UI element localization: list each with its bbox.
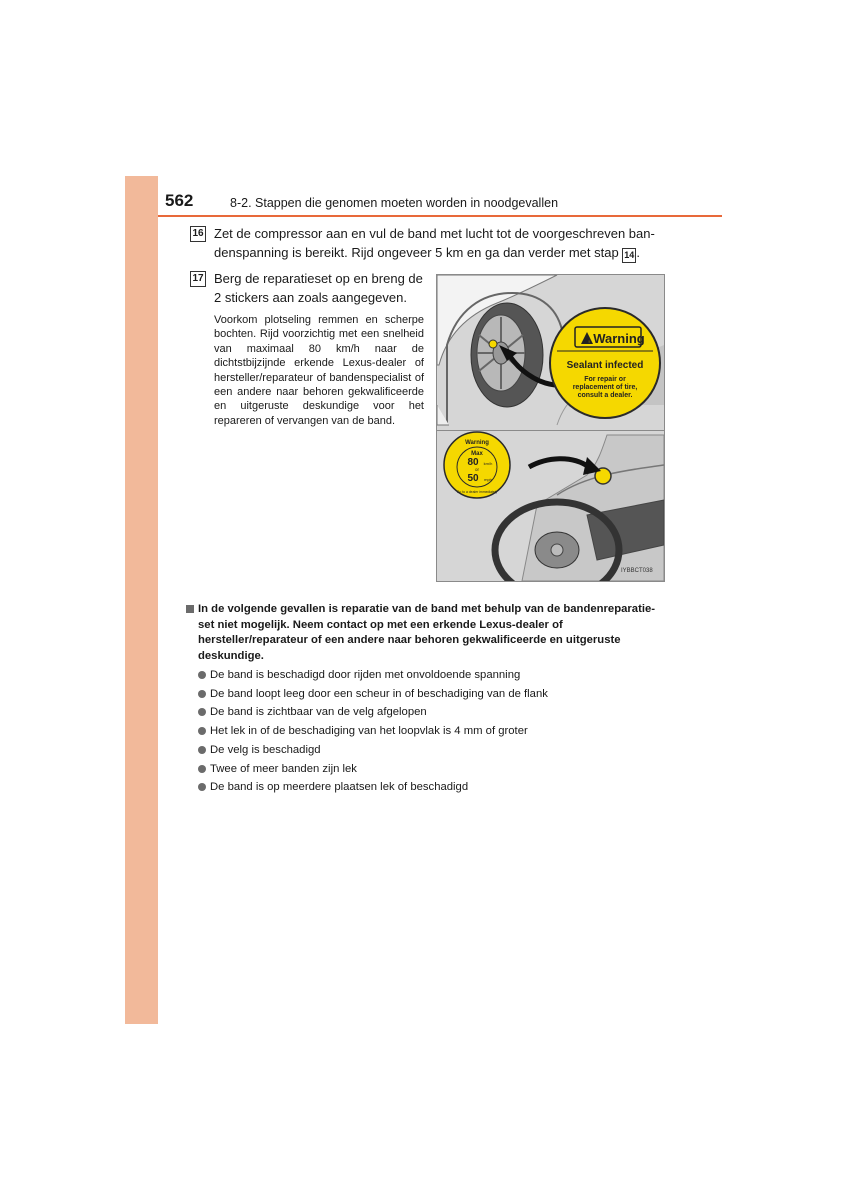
repair-not-possible-section (186, 602, 666, 797)
list-item-text: De band is zichtbaar van de velg afgelopen (210, 706, 427, 719)
sticker1-line3: replacement of tire, (572, 384, 638, 391)
list-item (186, 778, 666, 797)
list-item (186, 760, 666, 779)
list-item (186, 666, 666, 685)
list-item-text: De velg is beschadigd (210, 743, 321, 756)
sticker2-title: Warning (465, 440, 489, 446)
list-item (186, 703, 666, 722)
step-17-text (214, 269, 429, 307)
step-16-line2 (214, 243, 664, 263)
sticker2-unit-mph: mph (484, 477, 492, 482)
sticker1-line4: consult a dealer. (577, 392, 633, 399)
sticker2-max: Max (471, 451, 483, 457)
sticker1-line2: For repair or (584, 376, 626, 383)
sticker2-speed-kmh: 80 (467, 457, 479, 468)
step-number-17: 17 (190, 271, 206, 287)
bullet-dot-icon (198, 671, 206, 679)
illustration-divider (437, 430, 664, 431)
list-item-text: De band is op meerdere plaatsen lek of beschadigd (210, 781, 469, 794)
sticker2-unit-kmh: km/h (483, 461, 493, 466)
bullet-dot-icon (198, 783, 206, 791)
bullet-dot-icon (198, 746, 206, 754)
sticker-illustration (436, 274, 665, 582)
bullet-dot-icon (198, 765, 206, 773)
sticker2-speed-mph: 50 (467, 473, 479, 484)
sticker2-or: or (474, 467, 480, 472)
header-rule (158, 215, 722, 217)
repair-not-possible-heading: In de volgende gevallen is reparatie van de band met behulp van de bandenreparatie-set niet mogelijk. Neem contact op met een erkende Lexus-dealer of hersteller/reparateur of een andere naar behoren gekwalificeerde en uitgeruste deskundige. (198, 603, 656, 662)
bullet-dot-icon (198, 727, 206, 735)
list-item-text: De band loopt leeg door een scheur in of beschadiging van de flank (210, 687, 548, 700)
illustration-drawing (437, 275, 664, 581)
step-number-16: 16 (190, 226, 206, 242)
square-bullet-icon (186, 605, 194, 613)
list-item-text: Twee of meer banden zijn lek (210, 762, 357, 775)
step-16-text (214, 224, 664, 263)
step-17-line1: Berg de reparatieset op en breng de (214, 271, 423, 286)
driving-caution-note: Voorkom plotseling remmen en scherpe bochten. Rijd voorzichtig met een snelheid van maximaal 80 km/h naar de dichtstbijzijnde erkende Lexus-dealer of hersteller/reparateur of bandenspecialist of een andere naar behoren gekwalificeerde en uitgeruste deskundige voor het repareren of vervangen van de band. (214, 314, 424, 427)
list-item-text: De band is beschadigd door rijden met onvoldoende spanning (210, 669, 521, 681)
sticker1-title: Warning (593, 331, 645, 346)
list-item (186, 722, 666, 741)
illustration-code: IYBBCT038 (621, 568, 653, 574)
step-ref-14: 14 (622, 248, 636, 263)
list-item-text: Het lek in of de beschadiging van het loopvlak is 4 mm of groter (210, 725, 528, 738)
step-16-line2-end: . (636, 245, 640, 260)
step-16-line2-text: denspanning is bereikt. Rijd ongeveer 5 km en ga dan verder met stap (214, 245, 619, 260)
chapter-side-tab (125, 176, 158, 1024)
list-item (186, 685, 666, 704)
section-title: 8-2. Stappen die genomen moeten worden in noodgevallen (230, 196, 559, 210)
sticker1-line1: Sealant infected (566, 360, 644, 371)
sticker2-ring-text: Go to a dealer immediately (456, 490, 498, 494)
page-number: 562 (165, 191, 194, 210)
repair-not-possible-list (186, 666, 666, 797)
bullet-dot-icon (198, 690, 206, 698)
step-17-line2: 2 stickers aan zoals aangegeven. (214, 290, 407, 305)
bullet-dot-icon (198, 708, 206, 716)
svg-text:!: ! (588, 339, 590, 344)
step-16-line1: Zet de compressor aan en vul de band met lucht tot de voorgeschreven ban- (214, 226, 655, 241)
list-item (186, 741, 666, 760)
